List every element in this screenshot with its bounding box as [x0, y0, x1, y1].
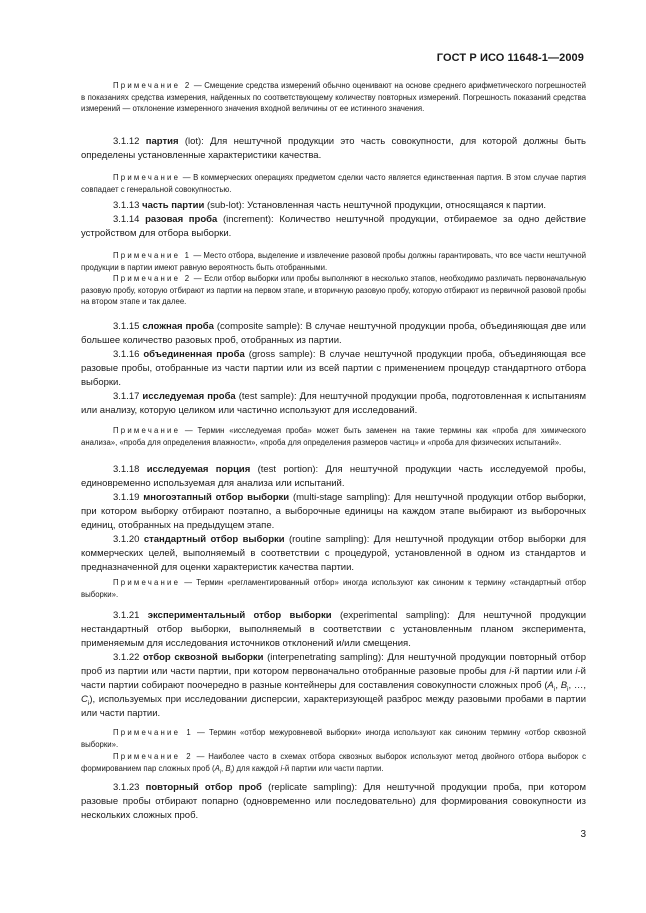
term-3-1-20: 3.1.20 стандартный отбор выборки (routine sampling): Для нештучной продукции отбор выборки для коммерческих целей, выполняемый в соответствии с процедурой, установленной в одном из стандартов и предназначенной для оценки характеристик качества партии.	[81, 534, 586, 573]
term-3-1-13: 3.1.13 часть партии (sub-lot): Установленная часть нештучной продукции, относящаяся к партии.	[113, 200, 547, 211]
note-increment-1: Примечание 1 — Место отбора, выделение и извлечение разовой пробы должны гарантировать, что все части нештучной продукции в партии имеют равную вероятность быть отобранными.	[81, 251, 586, 272]
term-3-1-23: 3.1.23 повторный отбор проб (replicate sampling): Для нештучной продукции проба, при котором разовые пробы отбирают попарно (одновременно или последовательно) для формирования совокупности из нескольких сложных проб.	[81, 782, 586, 821]
term-3-1-19: 3.1.19 многоэтапный отбор выборки (multi-stage sampling): Для нештучной продукции отбор выборки, при котором выборку отбирают поэтапно, а выборочные единицы на каждом этапе выбирают из выборочных единиц, отобранных на предыдущем этапе.	[81, 492, 586, 531]
term-3-1-21: 3.1.21 экспериментальный отбор выборки (experimental sampling): Для нештучной продукции нестандартный отбор выборки, выполняемый в соответствии с установленным планом эксперимента, применяемым для исследования источников отклонений и/или смещения.	[81, 610, 587, 649]
note-bias: Примечание 2 — Смещение средства измерений обычно оценивают на основе среднего арифметического погрешностей в показаниях средства измерения, найденных по соответствующему количеству повторных измерений. Погрешность показаний средства измерений — отклонение измеренного значения входной величины от ее истинного значения.	[81, 81, 586, 113]
term-3-1-12: 3.1.12 партия (lot): Для нештучной продукции это часть совокупности, для которой должны быть определены установленные характеристики качества.	[81, 136, 587, 161]
note-interpenetrating-1: Примечание 1 — Термин «отбор межуровневой выборки» иногда используют как синоним термину «отбор сквозной выборки».	[81, 728, 586, 749]
note-lot: Примечание — В коммерческих операциях предметом сделки часто является единственная партия. В этом случае партия совпадает с генеральной совокупностью.	[81, 173, 586, 194]
term-3-1-16: 3.1.16 объединенная проба (gross sample): В случае нештучной продукции проба, объединяющая все разовые пробы, отобранные из части партии или из всей партии с применением процедур стандартного отбора выборки.	[81, 349, 586, 388]
term-3-1-15: 3.1.15 сложная проба (composite sample): В случае нештучной продукции проба, объединяющая две или большее количество разовых проб, отобранных из партии.	[81, 321, 586, 346]
note-routine: Примечание — Термин «регламентированный отбор» иногда используют как синоним к термину «стандартный отбор выборки».	[81, 578, 586, 599]
term-3-1-18: 3.1.18 исследуемая порция (test portion): Для нештучной продукции часть исследуемой пробы, единовременно используемая для анализа или испытаний.	[81, 464, 586, 489]
note-test-sample: Примечание — Термин «исследуемая проба» может быть заменен на такие термины как «проба для химического анализа», «проба для определения влажности», «проба для определения размеров частиц» и «проба для физических испытаний».	[81, 426, 586, 447]
term-3-1-17: 3.1.17 исследуемая проба (test sample): Для нештучной продукции проба, подготовленная к испытаниям или анализу, которую целиком или частично используют для исследований.	[81, 391, 586, 416]
page-header-title: ГОСТ Р ИСО 11648-1—2009	[436, 52, 584, 64]
term-3-1-14: 3.1.14 разовая проба (increment): Количество нештучной продукции, отбираемое за одно действие устройством для отбора выборки.	[81, 214, 586, 239]
note-interpenetrating-2: Примечание 2 — Наиболее часто в схемах отбора сквозных выборок используют метод двойного отбора выборок с формированием пар сложных проб ($A_i$, $B_i$) для каждой i-й партии или части партии.	[81, 752, 586, 776]
page-number: 3	[580, 829, 586, 840]
term-3-1-22: 3.1.22 отбор сквозной выборки (interpenetrating sampling): Для нештучной продукции повторный отбор проб из партии или части партии, при котором первоначально отобранные разовые пробы для i-й партии или i-й части партии собирают поочередно в разные контейнеры для составления совокупности сложных проб ($A_i$, $B_i$, …, $C_i$), используемых при исследовании дисперсии, характеризующей разброс между разовыми пробами в партии или части партии.	[81, 652, 587, 719]
note-increment-2: Примечание 2 — Если отбор выборки или пробы выполняют в несколько этапов, необходимо различать первоначальную разовую пробу, которую отбирают из партии на первом этапе, и вторичную разовую пробу, которую отбирают из первичной разовой пробы на втором этапе и так далее.	[81, 274, 586, 306]
